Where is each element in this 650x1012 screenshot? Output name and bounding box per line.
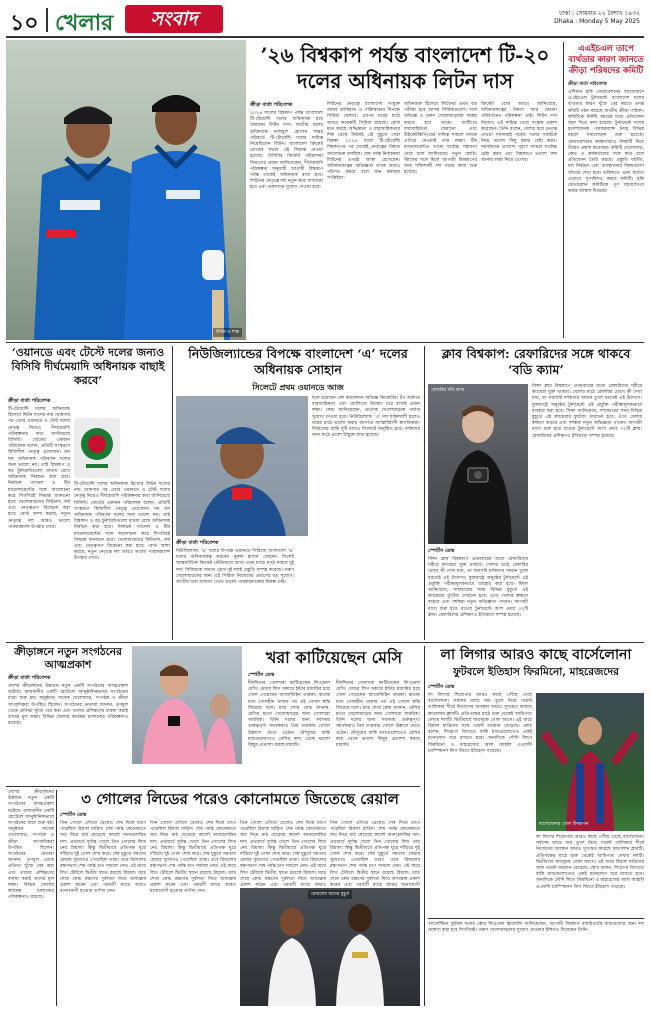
nz-photo (176, 396, 308, 536)
messi-photo (132, 646, 242, 764)
barca-body-bottom: লা লিগার শিরোপার আরও কাছে পৌঁছে গেছে বার্সেলোনা। সর্বশেষ ম্যাচে জয় তুলে নিয়ে পয়েন্ট তালিকার শীর্ষে নিজেদের অবস্থান আরও সুসংহত করেছে কাতালান ক্লাবটি। প্রতিপক্ষের মাঠে শুরু থেকেই আধিপত্য দেখায় দলটি। দ্বিতীয়ার্ধে জয়সূচক গোল আসে। এই জয়ে রিয়াল মাদ্রিদের সঙ্গে পয়েন্ট ব্যবধান বেড়েছে। কোচ বলেন, শিরোপা জিততে বাকি ম্যাচগুলোতেও একই মনোযোগ ধরে রাখতে হবে। অন্যদিকে সৌদি লিগে ফিরমিনো ও মাহরেজের আল আহলি এএফসি চ্যাম্পিয়নস লিগ জিতে ইতিহাস গড়েছে। (536, 835, 644, 890)
page-number: ১০ (10, 10, 39, 36)
nz-headline: নিউজিল্যান্ডের বিপক্ষে বাংলাদেশ ‘এ’ দলের অধিনায়ক সোহান (188, 346, 408, 377)
col-rule-nz (424, 346, 425, 640)
lead-headline: ’২৬ বিশ্বকাপ পর্যন্ত বাংলাদেশ টি-২০ দলের অধিনায়ক লিটন দাস (260, 43, 550, 93)
real-photo (240, 888, 420, 1006)
messi-body-2: দীর্ঘদিনের গোলখরা কাটিয়েছেন লিওনেল মেসি। মেজর লিগ সকারে ইন্টার মায়ামির হয়ে গোল পেয়েছেন আর্জেন্টাইন তারকা। কয়েক ম্যাচ গোলহীন থাকার পর এই গোলে স্বস্তি ফিরেছে দলে। ম্যাচ শেষে কোচ জানান, মেসির মতো খেলোয়াড়ের জন্য গোলখরা সাময়িক। তিনি দলের জন্য সবসময় গুরুত্বপূর্ণ। সমর্থকরাও প্রিয় তারকার গোলে উল্লাসে মেতে ওঠেন। মৌসুমের বাকি ম্যাচগুলোতেও মেসির কাছ থেকে ভালো কিছুর প্রত্যাশা করছে মায়ামি। (336, 681, 420, 749)
masthead-divider (46, 8, 48, 32)
barca-byline: স্পোর্টস ডেস্ক (428, 684, 455, 690)
messi-headline: খরা কাটিয়েছেন মেসি (265, 648, 403, 667)
messi-illustration (132, 646, 242, 764)
coaching-body-cont: দেশের ক্রীড়াঙ্গনের উন্নয়নে নতুন একটি সংগঠনের আত্মপ্রকাশ ঘটেছে। রাজধানীর একটি হোটেলে আনুষ্ঠানিকভাবে সংগঠনের যাত্রা শুরু হয়। অনুষ্ঠানে সাবেক খেলোয়াড়, সংগঠক ও ক্রীড়া সাংবাদিকরা উপস্থিত ছিলেন। সংগঠনের নেতারা জানান, তৃণমূল থেকে প্রতিভা খুঁজে বের করা এবং তাদের প্রশিক্ষণের ব্যবস্থা করাই তাদের মূল লক্ষ্য। বিভিন্ন জেলায় কার্যক্রম চালানোর পরিকল্পনাও রয়েছে। (8, 790, 54, 901)
messi-byline: স্পোর্টস ডেস্ক (248, 672, 275, 678)
coaching-byline: ক্রীড়া বার্তা পরিবেশক (8, 675, 51, 681)
coaching-body: দেশের ক্রীড়াঙ্গনের উন্নয়নে নতুন একটি সংগঠনের আত্মপ্রকাশ ঘটেছে। রাজধানীর একটি হোটেলে আনুষ্ঠানিকভাবে সংগঠনের যাত্রা শুরু হয়। অনুষ্ঠানে সাবেক খেলোয়াড়, সংগঠক ও ক্রীড়া সাংবাদিকরা উপস্থিত ছিলেন। সংগঠনের নেতারা জানান, তৃণমূল থেকে প্রতিভা খুঁজে বের করা এবং তাদের প্রশিক্ষণের ব্যবস্থা করাই তাদের মূল লক্ষ্য। বিভিন্ন জেলায় কার্যক্রম চালানোর পরিকল্পনাও রয়েছে। (8, 684, 128, 727)
odi-body-right: টি-টোয়েন্টি দলের অধিনায়ক হিসেবে লিটন দাসের নাম ঘোষণার পর এবার ওয়ানডে ও টেস্ট দলের নেতৃত্ব নিয়েও দীর্ঘমেয়াদি পরিকল্পনার কথা জানিয়েছে বিসিবি। বোর্ডের একজন পরিচালক বলেন, প্রতিটি সংস্করণে স্থিতিশীল নেতৃত্ব প্রয়োজন। ঘন ঘন অধিনায়ক পরিবর্তন দলের জন্য ভালো নয়। তাই বিশ্বকাপ ও বড় টুর্নামেন্টগুলো মাথায় রেখে অধিনায়ক নির্বাচন করা হবে। নির্বাচক প্যানেল ও টিম ম্যানেজমেন্টের সঙ্গে আলোচনা করে শিগগিরই সিদ্ধান্ত জানানো হবে। খেলোয়াড়দের ফিটনেস, ফর্ম এবং নেতৃত্বগুণ বিবেচনা করা হবে। বোর্ড আশা করছে, নতুন নেতৃত্বে দল আরও ভালো পারফরম্যান্স উপহার দেবে। (74, 482, 170, 562)
real-photo-caption: রেয়ালের জয়ের মুহূর্ত (308, 890, 352, 899)
section-rule-4 (428, 918, 644, 919)
club-headline: ক্লাব বিশ্বকাপ: রেফারিদের সঙ্গে থাকবে ‘বডি ক্যাম’ (441, 346, 631, 377)
real-body-1: তিন গোলে এগিয়ে থেকেও শেষ দিকে চাপে পড়েছিল রিয়াল মাদ্রিদ। শেষ পর্যন্ত কোনোমতে জয় নিয়ে মাঠ ছেড়েছে কার্লো আনচেলত্তির দল। প্রথমার্ধে দুর্দান্ত খেলে তিন গোলের লিড নেয় রিয়াল। কিন্তু দ্বিতীয়ার্ধে প্রতিপক্ষ ঘুরে দাঁড়িয়ে দুই গোল শোধ করে। শেষ মুহূর্তে সমতায় ফেরার সুযোগও পেয়েছিল তারা। তবে রিয়ালের রক্ষণভাগ শেষ পর্যন্ত চাপ সামলে নেয়। এই জয়ে লিগ টেবিলে দ্বিতীয় স্থানে রয়েছে রিয়াল। ম্যাচ শেষে কোচ রক্ষণের দুর্বলতা নিয়ে অসন্তোষ প্রকাশ করেন এবং পরবর্তী ম্যাচে আরও মনোযোগী হওয়ার তাগিদ দেন। (60, 821, 146, 895)
cricketers-illustration (6, 40, 246, 340)
nz-subhead: সিলেটে প্রথম ওয়ানডে আজ (252, 382, 344, 392)
col-rule-messi (424, 646, 425, 1006)
masthead (0, 0, 650, 38)
nz-col-1: নিউজিল্যান্ড ‘এ’ দলের বিপক্ষে ওয়ানডে সিরিজে বাংলাদেশ ‘এ’ দলের অধিনায়কত্ব করবেন নুরুল হাসান সোহান। সিলেট আন্তর্জাতিক ক্রিকেট স্টেডিয়ামে আজ প্রথম ম্যাচে মাঠে নামবে দুই দল। সিরিজকে সামনে রেখে দুই দলই প্রস্তুতি সম্পন্ন করেছে। তরুণ খেলোয়াড়দের জন্য এই সিরিজ নিজেদের প্রমাণের বড় সুযোগ। জাতীয় দলে জায়গা পেতে ভালো পারফরম্যান্সের বিকল্প নেই। (176, 549, 294, 586)
barca-headline: লা লিগার আরও কাছে বার্সেলোনা (440, 647, 632, 663)
barca-photo-caption: বার্সেলোনার গোল উদযাপন (539, 822, 589, 827)
section-title-right: সংবাদ (150, 8, 198, 30)
lead-col-4: ক্রিকেট বোর্ড আরও জানিয়েছে, অধিনায়কত্বের বিষয়ে আর কোনো পরিবর্তনের পরিকল্পনা নেই। লিটন দাস নিজেও এই দায়িত্ব পেয়ে সন্তোষ প্রকাশ করেছেন। তিনি বলেন, দেশের হয়ে নেতৃত্ব দেওয়া সবসময়ই গর্বের। দলের সবাইকে নিয়ে ভালো কিছু করার চেষ্টা করব। সমর্থকদের প্রত্যাশা পূরণে আমরা সর্বোচ্চ চেষ্টা করব এবং বিশ্বকাপে ভালো ফল আনার লক্ষ্য নিয়ে এগোব। (481, 102, 557, 163)
club-photo-caption: রেফারির বডি ক্যাম (431, 388, 465, 393)
barca-body-left: লা লিগার শিরোপার আরও কাছে পৌঁছে গেছে বার্সেলোনা। সর্বশেষ ম্যাচে জয় তুলে নিয়ে পয়েন্ট তালিকার শীর্ষে নিজেদের অবস্থান আরও সুসংহত করেছে কাতালান ক্লাবটি। প্রতিপক্ষের মাঠে শুরু থেকেই আধিপত্য দেখায় দলটি। দ্বিতীয়ার্ধে জয়সূচক গোল আসে। এই জয়ে রিয়াল মাদ্রিদের সঙ্গে পয়েন্ট ব্যবধান বেড়েছে। কোচ বলেন, শিরোপা জিততে বাকি ম্যাচগুলোতেও একই মনোযোগ ধরে রাখতে হবে। অন্যদিকে সৌদি লিগে ফিরমিনো ও মাহরেজের আল আহলি এএফসি চ্যাম্পিয়নস লিগ জিতে ইতিহাস গড়েছে। (428, 693, 532, 754)
real-body-2: তিন গোলে এগিয়ে থেকেও শেষ দিকে চাপে পড়েছিল রিয়াল মাদ্রিদ। শেষ পর্যন্ত কোনোমতে জয় নিয়ে মাঠ ছেড়েছে কার্লো আনচেলত্তির দল। প্রথমার্ধে দুর্দান্ত খেলে তিন গোলের লিড নেয় রিয়াল। কিন্তু দ্বিতীয়ার্ধে প্রতিপক্ষ ঘুরে দাঁড়িয়ে দুই গোল শোধ করে। শেষ মুহূর্তে সমতায় ফেরার সুযোগও পেয়েছিল তারা। তবে রিয়ালের রক্ষণভাগ শেষ পর্যন্ত চাপ সামলে নেয়। এই জয়ে লিগ টেবিলে দ্বিতীয় স্থানে রয়েছে রিয়াল। ম্যাচ শেষে কোচ রক্ষণের দুর্বলতা নিয়ে অসন্তোষ প্রকাশ করেন এবং পরবর্তী ম্যাচে আরও মনোযোগী হওয়ার তাগিদ দেন। (150, 821, 236, 895)
club-body-left: ফিফা ক্লাব বিশ্বকাপে প্রথমবারের মতো রেফারিদের শরীরে ক্যামেরা যুক্ত থাকবে। খেলার মাঠে রেফারির চোখে কী দেখা যায়, তা সরাসরি দর্শকদের সামনে তুলে ধরতেই এই উদ্যোগ। যুক্তরাষ্ট্রে অনুষ্ঠেয় টুর্নামেন্টে এই প্রযুক্তি পরীক্ষামূলকভাবে ব্যবহার করা হবে। ফিফা জানিয়েছে, সম্প্রচারের সময় বিভিন্ন মুহূর্তে এই ক্যামেরার ফুটেজ দেখানো হবে। এতে খেলার স্বচ্ছতা বাড়বে এবং দর্শকরা নতুন অভিজ্ঞতা পাবেন। আগামী মাসে শুরু হতে যাওয়া টুর্নামেন্টে অংশ নেবে ৩২টি ক্লাব। রেফারিদের প্রশিক্ষণও ইতিমধ্যে সম্পন্ন হয়েছে। (428, 557, 528, 618)
bcb-emblem-icon (74, 418, 120, 478)
real-byline: স্পোর্টস ডেস্ক (60, 812, 87, 818)
nz-byline: ক্রীড়া বার্তা পরিবেশক (176, 540, 219, 546)
lead-byline: ক্রীড়া বার্তা পরিবেশক (250, 102, 293, 108)
real-headline: ৩ গোলের লিডের পরেও কোনোমতে জিতেছে রেয়াল (81, 790, 399, 808)
coaching-headline: ক্রীড়াঙ্গনে নতুন সংগঠনের আত্মপ্রকাশ (14, 646, 122, 671)
odi-byline: ক্রীড়া বার্তা পরিবেশক (8, 398, 51, 404)
sohan-illustration (176, 396, 308, 536)
lead-col-3: অধিনায়ক হিসেবে লিটনের প্রথম বড় পরীক্ষা হবে আসন্ন সিরিজগুলো। দলে অভিজ্ঞ ও তরুণ খেলোয়াড়দের সমন্বয় করতে হবে তাকে। ব্যাটিংয়ে ধারাবাহিকতা ফেরানো এবং উইকেটকিপিংয়ের দায়িত্ব সামলে দলকে এগিয়ে নেওয়াই তার লক্ষ্য। টিম ম্যানেজমেন্টও তাকে সর্বোচ্চ সহায়তা দেবে বলে জানিয়েছে। নতুন কোচিং স্টাফের সঙ্গে মিলে আগামী বিশ্বকাপের জন্য শক্তিশালী দল গড়ার কাজ শুরু হয়েছে। (404, 102, 477, 176)
section-title-left: খেলার (55, 10, 114, 36)
real-body-3: তিন গোলে এগিয়ে থেকেও শেষ দিকে চাপে পড়েছিল রিয়াল মাদ্রিদ। শেষ পর্যন্ত কোনোমতে জয় নিয়ে মাঠ ছেড়েছে কার্লো আনচেলত্তির দল। প্রথমার্ধে দুর্দান্ত খেলে তিন গোলের লিড নেয় রিয়াল। কিন্তু দ্বিতীয়ার্ধে প্রতিপক্ষ ঘুরে দাঁড়িয়ে দুই গোল শোধ করে। শেষ মুহূর্তে সমতায় ফেরার সুযোগও পেয়েছিল তারা। তবে রিয়ালের রক্ষণভাগ শেষ পর্যন্ত চাপ সামলে নেয়। এই জয়ে লিগ টেবিলে দ্বিতীয় স্থানে রয়েছে রিয়াল। ম্যাচ শেষে কোচ রক্ষণের দুর্বলতা নিয়ে অসন্তোষ প্রকাশ করেন এবং পরবর্তী ম্যাচে আরও (240, 821, 326, 889)
section-rule-1 (6, 342, 644, 343)
masthead-rule (6, 36, 644, 38)
col-rule-left-bottom (56, 790, 57, 1006)
odi-headline: ‘ওয়ানডে এবং টেস্টে দলের জন্যও বিসিবি দীর্ঘমেয়াদি অধিনায়ক বাছাই করবে’ (11, 346, 165, 387)
lead-photo-caption: লিটন ও শান্ত (213, 328, 242, 337)
section-title-right-box (125, 5, 223, 33)
referee-illustration (428, 384, 528, 544)
messi-body-1: দীর্ঘদিনের গোলখরা কাটিয়েছেন লিওনেল মেসি। মেজর লিগ সকারে ইন্টার মায়ামির হয়ে গোল পেয়েছেন আর্জেন্টাইন তারকা। কয়েক ম্যাচ গোলহীন থাকার পর এই গোলে স্বস্তি ফিরেছে দলে। ম্যাচ শেষে কোচ জানান, মেসির মতো খেলোয়াড়ের জন্য গোলখরা সাময়িক। তিনি দলের জন্য সবসময় গুরুত্বপূর্ণ। সমর্থকরাও প্রিয় তারকার গোলে উল্লাসে মেতে ওঠেন। মৌসুমের বাকি ম্যাচগুলোতেও মেসির কাছ থেকে ভালো কিছুর প্রত্যাশা করছে মায়ামি। (248, 681, 330, 749)
real-body-4: তিন গোলে এগিয়ে থেকেও শেষ দিকে চাপে পড়েছিল রিয়াল মাদ্রিদ। শেষ পর্যন্ত কোনোমতে জয় নিয়ে মাঠ ছেড়েছে কার্লো আনচেলত্তির দল। প্রথমার্ধে দুর্দান্ত খেলে তিন গোলের লিড নেয় রিয়াল। কিন্তু দ্বিতীয়ার্ধে প্রতিপক্ষ ঘুরে দাঁড়িয়ে দুই গোল শোধ করে। শেষ মুহূর্তে সমতায় ফেরার সুযোগও পেয়েছিল তারা। তবে রিয়ালের রক্ষণভাগ শেষ পর্যন্ত চাপ সামলে নেয়। এই জয়ে লিগ টেবিলে দ্বিতীয় স্থানে রয়েছে রিয়াল। ম্যাচ শেষে কোচ রক্ষণের দুর্বলতা নিয়ে অসন্তোষ প্রকাশ করেন এবং পরবর্তী ম্যাচে আরও মনোযোগী (330, 821, 420, 889)
bottom-right-body: আর্জেন্টিনা ফুটবল দলের কোচ লিওনেল স্কালোনি জানিয়েছেন, আগামী বিশ্বকাপ বাছাইপর্বের ম্যাচগুলোর জন্য দল ঘোষণা করা হবে শিগগিরই। তরুণ খেলোয়াড়দের সুযোগ দেওয়ার ইঙ্গিতও দিয়েছেন তিনি। (428, 922, 644, 934)
club-byline: স্পোর্টস ডেস্ক (428, 548, 455, 554)
sidebar-box (563, 42, 644, 338)
section-rule-3 (6, 786, 420, 787)
sidebar-headline: এএইচএল তাপে বার্থডার কারণ জানতে ক্রীড়া পরিষদের কমিটি (568, 44, 644, 76)
real-illustration (240, 888, 420, 1006)
barca-subhead: ফুটবলে ইতিহাস ফিরমিনো, মাহরেজদের (453, 666, 619, 678)
lead-col-2: লিটনের নেতৃত্বে বাংলাদেশ সংযুক্ত আরব আমিরাত ও পাকিস্তানের বিপক্ষে সিরিজ খেলবে। এরপর ঘরের মাঠে আরও কয়েকটি সিরিজ রয়েছে। বোর্ড মনে করছে অভিজ্ঞতা ও ধারাবাহিকতার দিক থেকে লিটনই এই মুহূর্তে সেরা বিকল্প। ২০২৪ সালে টি-টোয়েন্টি বিশ্বকাপের পর থেকেই নেতৃত্বের বিষয়ে আলোচনা চলছিল। শেষ পর্যন্ত নির্বাচকরা লিটনের ওপরই আস্থা রেখেছেন। অধিনায়কত্বের অভিজ্ঞতা তাকে আরও পরিণত করবে বলে মনে করছেন সংশ্লিষ্টরা। (327, 102, 400, 182)
sidebar-byline: ক্রীড়া বার্তা পরিবেশক (568, 82, 607, 87)
club-body-right: ফিফা ক্লাব বিশ্বকাপে প্রথমবারের মতো রেফারিদের শরীরে ক্যামেরা যুক্ত থাকবে। খেলার মাঠে রেফারির চোখে কী দেখা যায়, তা সরাসরি দর্শকদের সামনে তুলে ধরতেই এই উদ্যোগ। যুক্তরাষ্ট্রে অনুষ্ঠেয় টুর্নামেন্টে এই প্রযুক্তি পরীক্ষামূলকভাবে ব্যবহার করা হবে। ফিফা জানিয়েছে, সম্প্রচারের সময় বিভিন্ন মুহূর্তে এই ক্যামেরার ফুটেজ দেখানো হবে। এতে খেলার স্বচ্ছতা বাড়বে এবং দর্শকরা নতুন অভিজ্ঞতা পাবেন। আগামী মাসে শুরু হতে যাওয়া টুর্নামেন্টে অংশ নেবে ৩২টি ক্লাব। রেফারিদের প্রশিক্ষণও ইতিমধ্যে সম্পন্ন হয়েছে। (532, 384, 642, 439)
date-en: Dhaka : Monday 5 May 2025 (554, 18, 640, 25)
lead-col-1: ২০২৬ সালের বিশ্বকাপ পর্যন্ত বাংলাদেশ টি-টোয়েন্টি দলের অধিনায়ক হয়ে থাকছেন লিটন দাস। জাতীয় দলের অধিনায়ক নাজমুল হোসেন শান্তর পরিবর্তে টি-টোয়েন্টি দলের দায়িত্ব নিয়েছিলেন লিটন। বাংলাদেশ ক্রিকেট বোর্ডের সভায় এই সিদ্ধান্ত নেওয়া হয়েছে। বিসিবির ক্রিকেট পরিচালনা বিভাগের প্রধান জানিয়েছেন, দীর্ঘমেয়াদি পরিকল্পনা অনুযায়ী আগামী বিশ্বকাপ পর্যন্ত তাকেই অধিনায়ক রাখা হবে। লিটনের নেতৃত্বে দল নতুন করে সাজানো হবে এবং তরুণদের সুযোগ দেওয়া হবে। (250, 111, 323, 191)
odi-body-left: টি-টোয়েন্টি দলের অধিনায়ক হিসেবে লিটন দাসের নাম ঘোষণার পর এবার ওয়ানডে ও টেস্ট দলের নেতৃত্ব নিয়েও দীর্ঘমেয়াদি পরিকল্পনার কথা জানিয়েছে বিসিবি। বোর্ডের একজন পরিচালক বলেন, প্রতিটি সংস্করণে স্থিতিশীল নেতৃত্ব প্রয়োজন। ঘন ঘন অধিনায়ক পরিবর্তন দলের জন্য ভালো নয়। তাই বিশ্বকাপ ও বড় টুর্নামেন্টগুলো মাথায় রেখে অধিনায়ক নির্বাচন করা হবে। নির্বাচক প্যানেল ও টিম ম্যানেজমেন্টের সঙ্গে আলোচনা করে শিগগিরই সিদ্ধান্ত জানানো হবে। খেলোয়াড়দের ফিটনেস, ফর্ম এবং নেতৃত্বগুণ বিবেচনা করা হবে। বোর্ড আশা করছে, নতুন নেতৃত্বে দল আরও ভালো পারফরম্যান্স উপহার দেবে। (8, 407, 70, 530)
lead-photo (6, 40, 246, 340)
nz-col-2: দলে রয়েছেন বেশ কয়েকজন অভিজ্ঞ ক্রিকেটার। টপ অর্ডারে ধারাবাহিকতা এবং বোলিংয়ে নিয়ন্ত্রণ ধরে রাখাই প্রধান লক্ষ্য। কোচ জানিয়েছেন, প্রত্যেক খেলোয়াড়কে পর্যাপ্ত সুযোগ দেওয়া হবে। নিউজিল্যান্ড ‘এ’ দল শক্তিশালী হলেও ঘরের মাঠে ভালো করার ব্যাপারে আত্মবিশ্বাসী স্বাগতিকরা। সিরিজের বাকি দুটি ম্যাচও সিলেটে অনুষ্ঠিত হবে। দর্শকদের জন্য মাঠে প্রবেশ উন্মুক্ত রাখা হয়েছে। (312, 396, 420, 439)
barca-photo (536, 693, 644, 831)
section-rule-2 (6, 642, 644, 643)
sidebar-body: এশিয়ান হকি ফেডারেশনের আয়োজনে এএইচএল টুর্নামেন্টে বাংলাদেশ দলের ব্যর্থতার কারণ খুঁজে বের করতে তদন্ত কমিটি গঠন করেছে জাতীয় ক্রীড়া পরিষদ। কমিটিকে নির্দিষ্ট সময়ের মধ্যে প্রতিবেদন জমা দিতে বলা হয়েছে। টুর্নামেন্টে দলের হতাশাজনক পারফরম্যান্স নিয়ে বিভিন্ন মহলে সমালোচনা শুরু হয়েছে। ফেডারেশনের কর্মকর্তারাও বিষয়টি নিয়ে উদ্বেগ প্রকাশ করেছেন। কমিটি খেলোয়াড়, কোচ ও কর্মকর্তাদের সঙ্গে কথা বলে প্রতিবেদন তৈরি করবে। প্রস্তুতি ঘাটতি, দল নির্বাচন এবং ব্যবস্থাপনার বিষয়গুলো খতিয়ে দেখা হবে। ভবিষ্যতে এমন ব্যর্থতা এড়াতে সুপারিশও করবে কমিটি। হকি ফেডারেশন কমিটিকে পূর্ণ সহযোগিতা করার আশ্বাস দিয়েছে। (568, 90, 644, 195)
date-bn: ঢাকা : সোমবার ২২ বৈশাখ ১৪৩২ (559, 10, 640, 17)
col-rule-odi (172, 346, 173, 640)
club-photo (428, 384, 528, 544)
barca-illustration (536, 693, 644, 831)
odi-logo (74, 418, 120, 478)
